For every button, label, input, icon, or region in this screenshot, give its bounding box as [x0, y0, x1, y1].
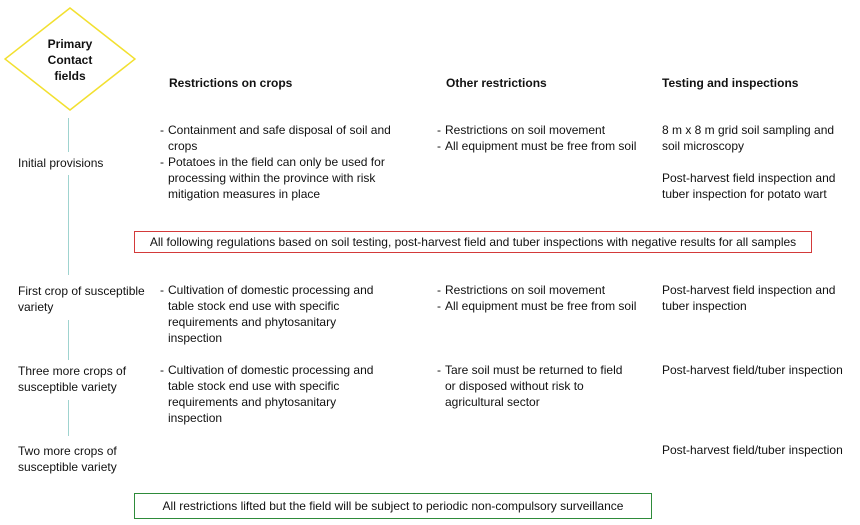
- testing-item: Post-harvest field inspection and tuber inspection: [662, 283, 836, 313]
- header-restrictions-on-crops: Restrictions on crops: [169, 76, 293, 90]
- testing-item: 8 m x 8 m grid soil sampling and soil microscopy: [662, 123, 835, 153]
- testing-item: Post-harvest field inspection and tuber inspection for potato wart: [662, 171, 836, 201]
- diamond-label-line-3: fields: [54, 69, 86, 83]
- testing-item: Post-harvest field/tuber inspection: [662, 363, 843, 377]
- list-item: - Restrictions on soil movement: [437, 282, 637, 298]
- stage-2-testing: [662, 282, 852, 314]
- list-item: - Tare soil must be returned to field or disposed without risk to agricultural sector: [437, 362, 625, 410]
- timeline-segment: [68, 320, 69, 360]
- regulations-note-box: All following regulations based on soil testing, post-harvest field and tuber inspections with negative results for all samples: [134, 231, 812, 253]
- stage-3-crops-list: [160, 362, 405, 426]
- stage-label-first-crop: First crop of susceptible variety: [18, 284, 145, 314]
- diamond-label: [34, 36, 106, 84]
- diamond-label-line-2: Contact: [47, 53, 93, 67]
- stage-label-three-more-crops: Three more crops of susceptible variety: [18, 364, 127, 394]
- diamond-label-line-1: Primary: [47, 37, 93, 51]
- timeline-segment: [68, 175, 69, 275]
- restrictions-lifted-box: All restrictions lifted but the field will be subject to periodic non-compulsory surveillance: [134, 493, 652, 519]
- stage-1-crops-list: [160, 122, 405, 202]
- list-item: - Potatoes in the field can only be used for processing within the province with risk mitigation measures in place: [160, 154, 405, 202]
- list-item: - All equipment must be free from soil: [437, 298, 637, 314]
- testing-item: Post-harvest field/tuber inspection: [662, 443, 843, 457]
- stage-1-other-list: [437, 122, 637, 154]
- stage-2-crops-list: [160, 282, 405, 346]
- stage-4-testing: [662, 442, 852, 458]
- header-testing-inspections: Testing and inspections: [662, 76, 799, 90]
- list-item: - Containment and safe disposal of soil and crops: [160, 122, 405, 154]
- stage-3-other-list: [437, 362, 637, 410]
- list-item: - Cultivation of domestic processing and table stock end use with specific requirements and phytosanitary inspection: [160, 282, 393, 346]
- stage-label-initial-provisions: Initial provisions: [18, 156, 104, 170]
- list-item: - Restrictions on soil movement: [437, 122, 637, 138]
- stage-3-testing: [662, 362, 852, 378]
- list-item: - Cultivation of domestic processing and table stock end use with specific requirements and phytosanitary inspection: [160, 362, 393, 426]
- header-other-restrictions: Other restrictions: [446, 76, 547, 90]
- stage-1-testing: [662, 122, 852, 202]
- stage-2-other-list: [437, 282, 637, 314]
- list-item: - All equipment must be free from soil: [437, 138, 637, 154]
- timeline-segment: [68, 400, 69, 436]
- stage-label-two-more-crops: Two more crops of susceptible variety: [18, 444, 117, 474]
- timeline-segment: [68, 118, 69, 152]
